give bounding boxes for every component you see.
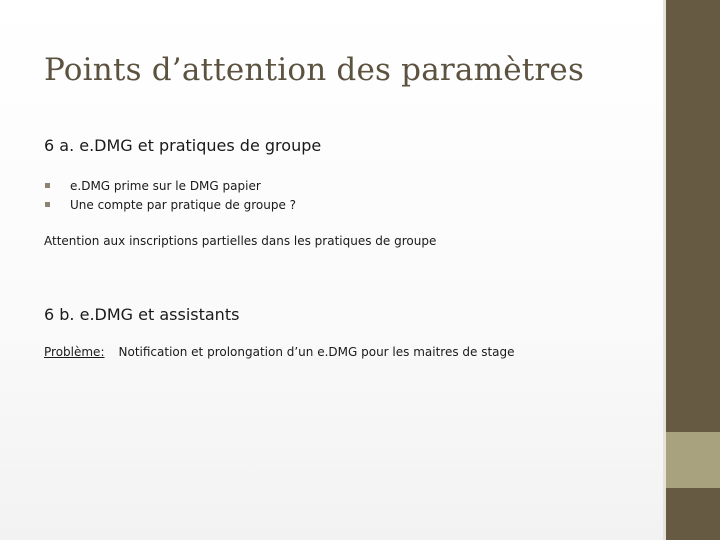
- section-b-problem: [44, 345, 515, 359]
- section-b-heading: 6 b. e.DMG et assistants: [44, 305, 240, 324]
- section-a-heading: 6 a. e.DMG et pratiques de groupe: [44, 136, 322, 155]
- section-a-note: Attention aux inscriptions partielles dans les pratiques de groupe: [44, 234, 437, 248]
- bullet-text: Une compte par pratique de groupe ?: [70, 197, 297, 212]
- section-a-bullet-list: [44, 176, 296, 214]
- bullet-text: e.DMG prime sur le DMG papier: [70, 178, 261, 193]
- decorative-sidebar-accent: [666, 432, 720, 488]
- bullet-item: [44, 176, 296, 195]
- problem-text: Notification et prolongation d’un e.DMG pour les maitres de stage: [118, 345, 515, 359]
- bullet-item: [44, 195, 296, 214]
- square-bullet-icon: [45, 202, 50, 207]
- slide-title: Points d’attention des paramètres: [44, 52, 585, 88]
- problem-label: Problème:: [44, 345, 105, 359]
- square-bullet-icon: [45, 183, 50, 188]
